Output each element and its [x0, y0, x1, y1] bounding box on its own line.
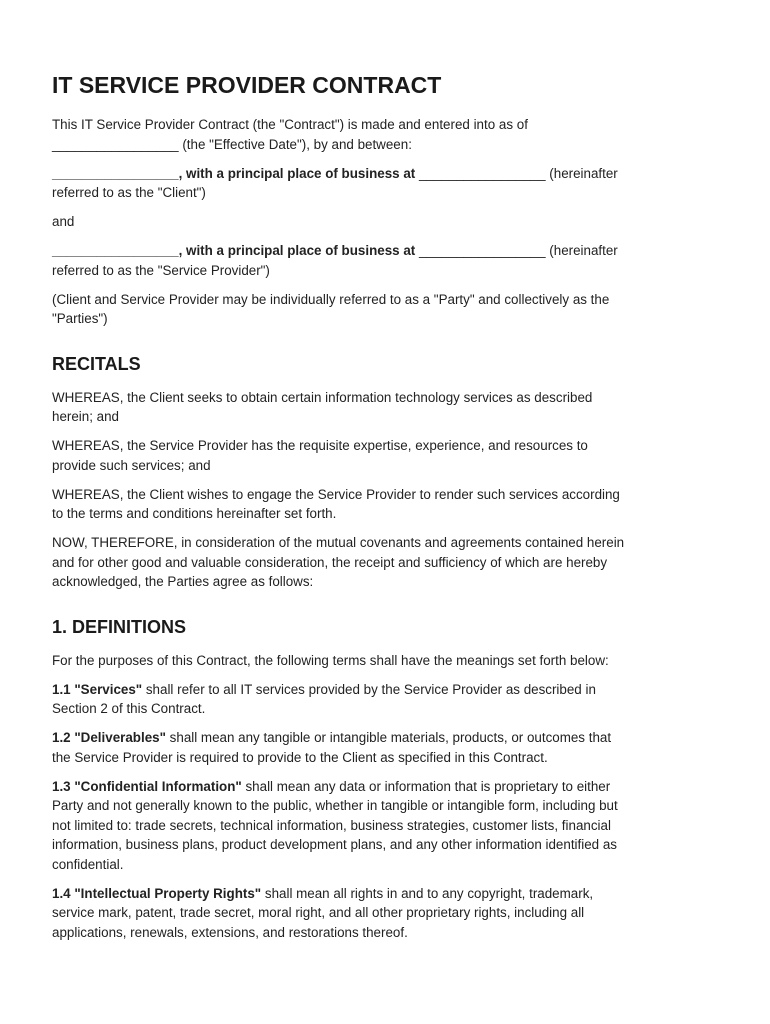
recital-line: WHEREAS, the Service Provider has the requisite expertise, experience, and resources to — [52, 438, 588, 453]
definition-text: shall mean any data or information that is proprietary to either — [241, 778, 611, 794]
recitals-section — [52, 352, 720, 592]
definition-text: applications, renewals, extensions, and restorations thereof. — [52, 924, 408, 940]
definition-term: 1.1 "Services" — [52, 681, 143, 697]
provider-party-paragraph — [52, 241, 720, 280]
definition-item — [52, 728, 720, 767]
recital-paragraph — [52, 485, 720, 524]
recitals-heading: RECITALS — [52, 353, 141, 374]
client-party-paragraph — [52, 164, 720, 203]
recital-line: WHEREAS, the Client seeks to obtain certain information technology services as described — [52, 389, 593, 405]
contract-page — [52, 70, 720, 942]
definition-text: service mark, patent, trade secret, moral right, and all other proprietary rights, including all — [52, 905, 585, 920]
definition-text: shall refer to all IT services provided by the Service Provider as described in — [142, 681, 596, 697]
now-therefore-line: and for other good and valuable consideration, the receipt and sufficiency of which are hereby — [52, 554, 608, 570]
definitions-intro: For the purposes of this Contract, the following terms shall have the meanings set forth below: — [52, 652, 609, 668]
intro-line-2: _________________ (the "Effective Date"), by and between: — [52, 136, 412, 152]
definition-text: the Service Provider is required to provide to the Client as specified in this Contract. — [52, 749, 548, 765]
definition-term: 1.4 "Intellectual Property Rights" — [52, 885, 262, 901]
intro-line-1: This IT Service Provider Contract (the "Contract") is made and entered into as of — [52, 117, 528, 132]
definition-text: Party and not generally known to the public, whether in tangible or intangible form, including but — [52, 798, 618, 813]
recital-line: WHEREAS, the Client wishes to engage the Service Provider to render such services according — [52, 486, 620, 502]
parties-note-line-1: (Client and Service Provider may be individually referred to as a "Party" and collectively as the — [52, 291, 610, 307]
definitions-heading: 1. DEFINITIONS — [52, 616, 187, 637]
recital-line: herein; and — [52, 409, 120, 424]
definition-text: information, business plans, product development plans, and any other information identified as — [52, 837, 617, 852]
intro-paragraph — [52, 115, 720, 154]
document-title: IT SERVICE PROVIDER CONTRACT — [52, 72, 442, 98]
recital-paragraph — [52, 388, 720, 427]
and-text: and — [52, 214, 75, 229]
provider-party-blank: _________________ (hereinafter — [418, 243, 618, 258]
parties-note-line-2: "Parties") — [52, 311, 108, 326]
parties-note-paragraph — [52, 290, 720, 329]
recital-line: provide such services; and — [52, 457, 211, 473]
definition-term: 1.3 "Confidential Information" — [52, 778, 242, 794]
definition-item — [52, 777, 720, 875]
definition-text: confidential. — [52, 856, 124, 872]
recital-paragraph — [52, 436, 720, 475]
definition-text: shall mean all rights in and to any copyright, trademark, — [261, 885, 594, 901]
now-therefore-line: NOW, THEREFORE, in consideration of the mutual covenants and agreements contained herein — [52, 535, 625, 550]
now-therefore-line: acknowledged, the Parties agree as follows: — [52, 574, 314, 589]
definitions-section — [52, 615, 720, 943]
recital-line: to the terms and conditions hereinafter set forth. — [52, 506, 337, 521]
client-party-line-2: referred to as the "Client") — [52, 185, 206, 200]
client-party-blank: _________________ (hereinafter — [418, 165, 618, 181]
definition-item — [52, 680, 720, 719]
definition-text: Section 2 of this Contract. — [52, 701, 206, 716]
definition-term: 1.2 "Deliverables" — [52, 730, 166, 745]
provider-party-line-2: referred to as the "Service Provider") — [52, 262, 270, 278]
definition-text: shall mean any tangible or intangible materials, products, or outcomes that — [165, 730, 612, 745]
now-therefore-paragraph — [52, 533, 720, 592]
definition-item — [52, 884, 720, 943]
client-party-bold: _________________, with a principal place of business at — [52, 165, 416, 181]
provider-party-bold: _________________, with a principal place of business at — [52, 243, 416, 258]
definition-text: not limited to: trade secrets, technical information, business strategies, customer lists, financial — [52, 817, 611, 833]
